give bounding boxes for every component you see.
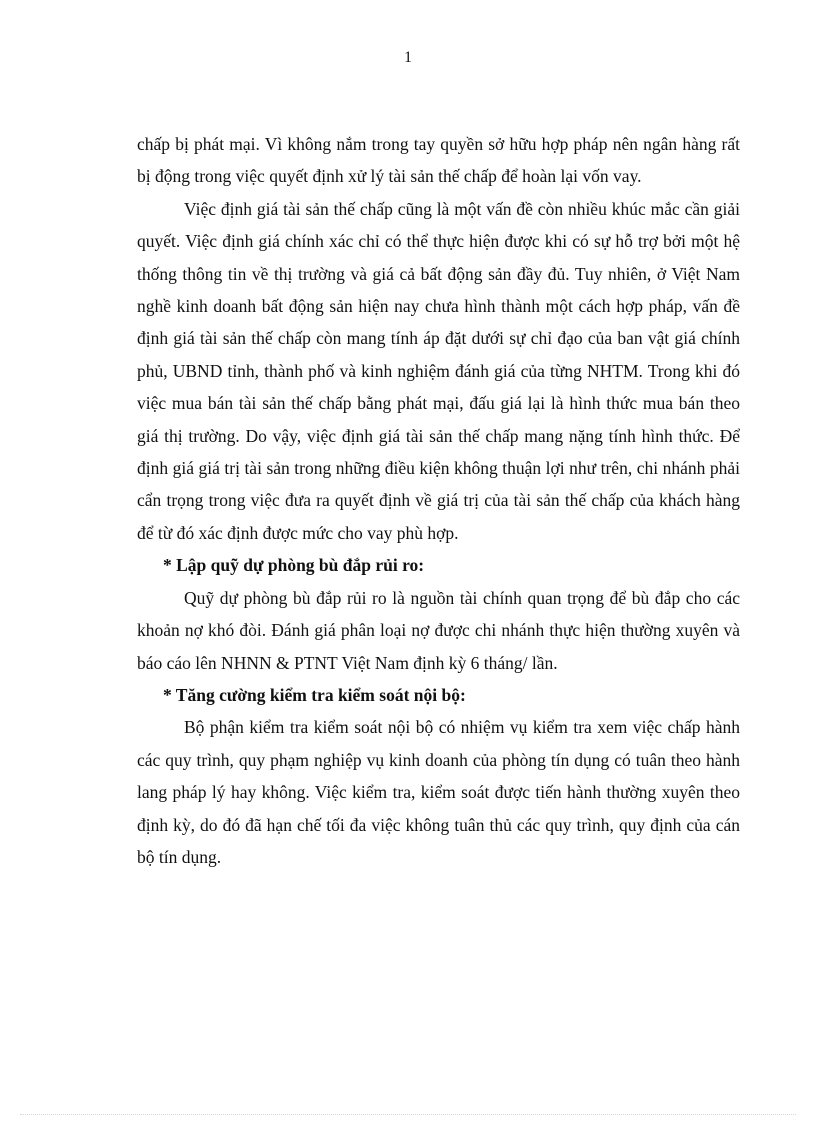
paragraph-2: Việc định giá tài sản thế chấp cũng là một vấn đề còn nhiều khúc mắc cần giải quyết. Việc định giá chính xác chỉ có thể thực hiện được khi có sự hỗ trợ bởi một hệ thống thông tin về thị trường và giá cả bất động sản đầy đủ. Tuy nhiên, ở Việt Nam nghề kinh doanh bất động sản hiện nay chưa hình thành một cách hợp pháp, vấn đề định giá tài sản thế chấp còn mang tính áp đặt dưới sự chỉ đạo của ban vật giá chính phủ, UBND tỉnh, thành phố và kinh nghiệm đánh giá của từng NHTM. Trong khi đó việc mua bán tài sản thế chấp bằng phát mại, đấu giá lại là hình thức mua bán theo giá thị trường. Do vậy, việc định giá tài sản thế chấp mang nặng tính hình thức. Để định giá giá trị tài sản trong những điều kiện không thuận lợi như trên, chi nhánh phải cẩn trọng trong việc đưa ra quyết định về giá trị của tài sản thế chấp của khách hàng để từ đó xác định được mức cho vay phù hợp. xyxy=(137,198,740,543)
paragraph-1: chấp bị phát mại. Vì không nắm trong tay quyền sở hữu hợp pháp nên ngân hàng rất bị động trong việc quyết định xử lý tài sản thế chấp để hoàn lại vốn vay. xyxy=(137,134,740,187)
document-body xyxy=(137,128,740,873)
section-heading-loan-loss-provision: * Lập quỹ dự phòng bù đắp rủi ro: xyxy=(163,555,425,576)
page-bottom-divider xyxy=(20,1114,796,1115)
page-number: 1 xyxy=(404,49,412,66)
section-heading-internal-control: * Tăng cường kiểm tra kiểm soát nội bộ: xyxy=(163,684,466,705)
paragraph-4: Bộ phận kiểm tra kiểm soát nội bộ có nhiệm vụ kiểm tra xem việc chấp hành các quy trình, quy phạm nghiệp vụ kinh doanh của phòng tín dụng có tuân theo hành lang pháp lý hay không. Việc kiểm tra, kiểm soát được tiến hành thường xuyên theo định kỳ, do đó đã hạn chế tối đa việc không tuân thủ các quy trình, quy định của cán bộ tín dụng. xyxy=(137,717,740,867)
paragraph-3: Quỹ dự phòng bù đắp rủi ro là nguồn tài chính quan trọng để bù đắp cho các khoản nợ khó đòi. Đánh giá phân loại nợ được chi nhánh thực hiện thường xuyên và báo cáo lên NHNN & PTNT Việt Nam định kỳ 6 tháng/ lần. xyxy=(137,587,740,673)
